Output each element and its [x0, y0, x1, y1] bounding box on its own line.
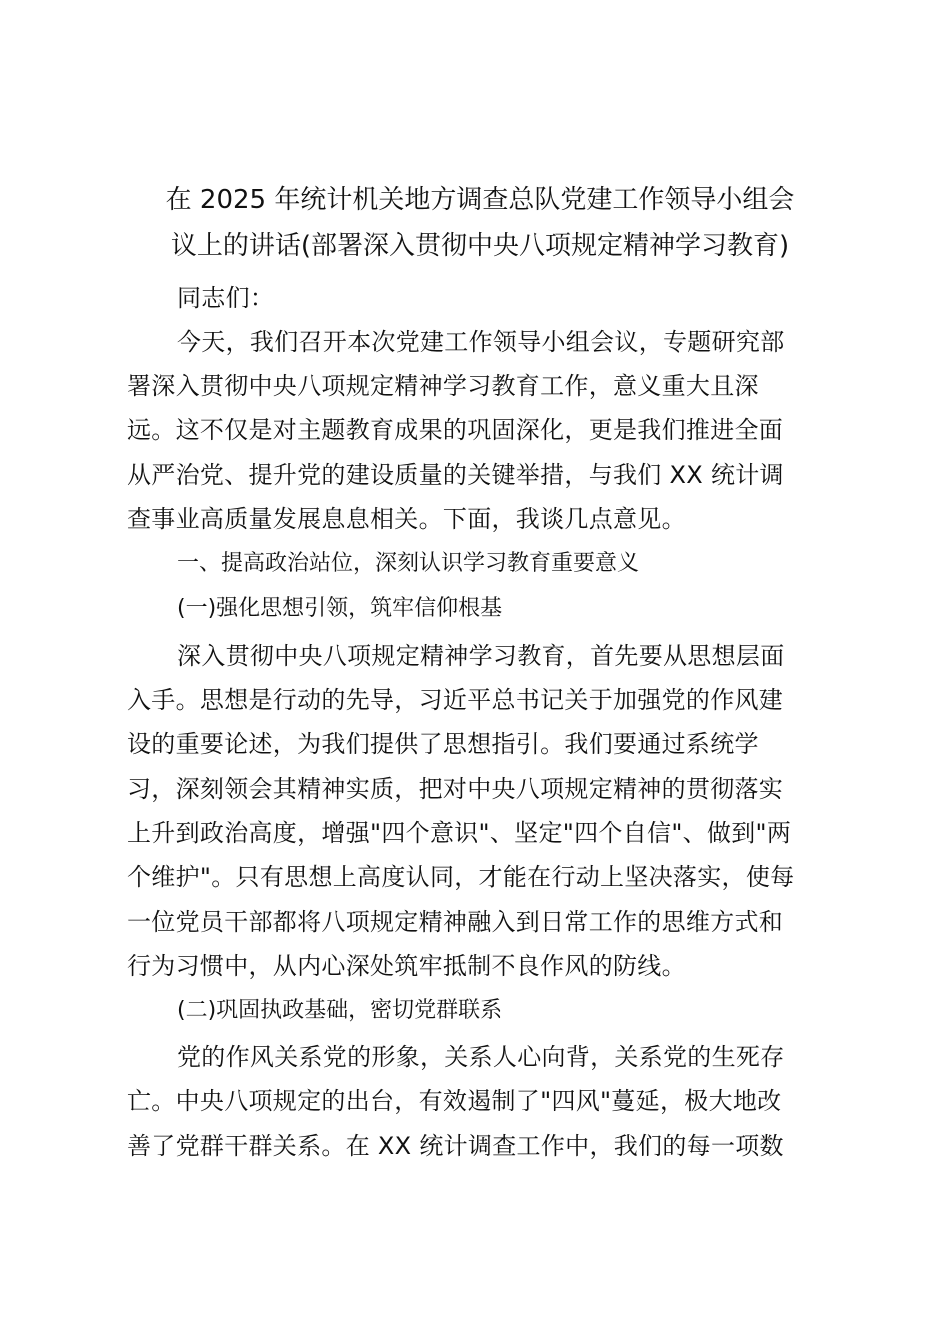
subsection-1-line: 上升到政治高度，增强"四个意识"、坚定"四个自信"、做到"两 [127, 819, 792, 847]
subsection-1-line: 习，深刻领会其精神实质，把对中央八项规定精神的贯彻落实 [127, 775, 784, 803]
subsection-1-line: 深入贯彻中央八项规定精神学习教育，首先要从思想层面 [177, 642, 785, 670]
subsection-1-line: 个维护"。只有思想上高度认同，才能在行动上坚决落实，使每 [127, 863, 795, 891]
salutation: 同志们： [177, 284, 275, 312]
document-title-line-1: 在 2025 年统计机关地方调查总队党建工作领导小组会 [165, 185, 795, 215]
subsection-1-heading: (一)强化思想引领，筑牢信仰根基 [177, 596, 503, 621]
subsection-1-line: 设的重要论述，为我们提供了思想指引。我们要通过系统学 [127, 730, 759, 758]
intro-line: 从严治党、提升党的建设质量的关键举措，与我们 XX 统计调 [127, 461, 784, 489]
subsection-1-line: 一位党员干部都将八项规定精神融入到日常工作的思维方式和 [127, 908, 784, 936]
subsection-1-line: 入手。思想是行动的先导，习近平总书记关于加强党的作风建 [127, 686, 784, 714]
subsection-1-line: 行为习惯中，从内心深处筑牢抵制不良作风的防线。 [127, 952, 686, 980]
subsection-2-heading: (二)巩固执政基础，密切党群联系 [177, 998, 503, 1023]
document-title-line-2: 议上的讲话(部署深入贯彻中央八项规定精神学习教育) [170, 231, 790, 261]
intro-line: 查事业高质量发展息息相关。下面，我谈几点意见。 [127, 505, 686, 533]
intro-line: 今天，我们召开本次党建工作领导小组会议，专题研究部 [177, 328, 785, 356]
subsection-2-line: 善了党群干群关系。在 XX 统计调查工作中，我们的每一项数 [127, 1132, 784, 1160]
section-1-heading: 一、提高政治站位，深刻认识学习教育重要意义 [177, 551, 640, 576]
subsection-2-line: 党的作风关系党的形象，关系人心向背，关系党的生死存 [177, 1043, 785, 1071]
intro-line: 署深入贯彻中央八项规定精神学习教育工作，意义重大且深 [127, 372, 759, 400]
subsection-2-line: 亡。中央八项规定的出台，有效遏制了"四风"蔓延，极大地改 [127, 1087, 782, 1115]
intro-line: 远。这不仅是对主题教育成果的巩固深化，更是我们推进全面 [127, 416, 784, 444]
